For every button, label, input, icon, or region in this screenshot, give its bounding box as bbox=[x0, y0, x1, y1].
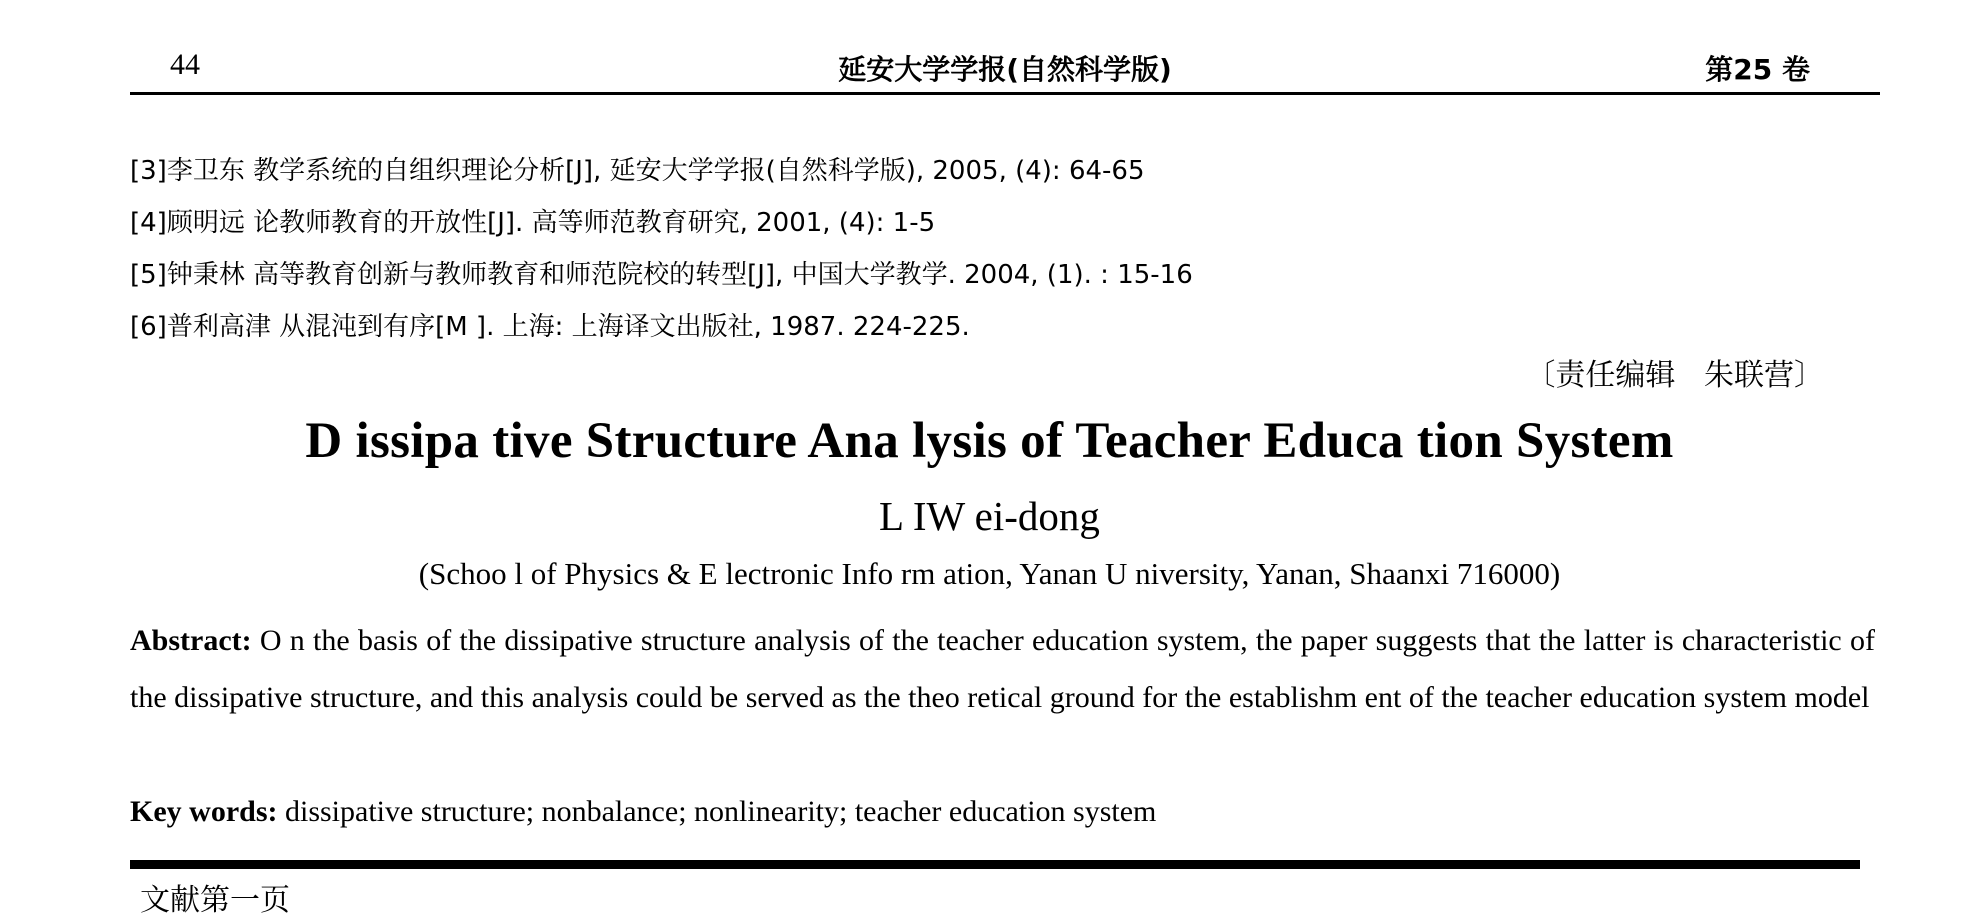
english-keywords bbox=[130, 783, 1875, 840]
cut-off-text-line: 文献第一页 bbox=[140, 883, 290, 918]
english-abstract bbox=[130, 612, 1875, 726]
reference-item: [6]普利高津 从混沌到有序[M ]. 上海: 上海译文出版社, 1987. 224-225. bbox=[130, 312, 970, 342]
volume-label: 第25 卷 bbox=[1705, 53, 1810, 86]
keywords-text: dissipative structure; nonbalance; nonlinearity; teacher education system bbox=[277, 795, 1157, 828]
english-title: D issipa tive Structure Ana lysis of Teacher Educa tion System bbox=[305, 413, 1674, 469]
english-affiliation: (Schoo l of Physics & E lectronic Info rm ation, Yanan U niversity, Yanan, Shaanxi 716000) bbox=[418, 556, 1561, 591]
abstract-label: Abstract: bbox=[130, 624, 252, 657]
reference-item: [3]李卫东 教学系统的自组织理论分析[J], 延安大学学报(自然科学版), 2005, (4): 64-65 bbox=[130, 156, 1145, 186]
reference-item: [4]顾明远 论教师教育的开放性[J]. 高等师范教育研究, 2001, (4): 1-5 bbox=[130, 208, 936, 238]
header-rule bbox=[130, 92, 1880, 95]
page-number: 44 bbox=[170, 48, 200, 81]
reference-item: [5]钟秉林 高等教育创新与教师教育和师范院校的转型[J], 中国大学教学. 2004, (1). : 15-16 bbox=[130, 260, 1193, 290]
reference-list bbox=[130, 145, 1870, 353]
section-divider bbox=[130, 860, 1860, 869]
keywords-label: Key words: bbox=[130, 795, 278, 828]
abstract-text: O n the basis of the dissipative structure analysis of the teacher education system, the paper suggests that the latter is characteristic of the dissipative structure, and this analysis could be served as the theo retical ground for the establishm ent of the teacher education system model bbox=[130, 624, 1875, 714]
journal-title: 延安大学学报(自然科学版) bbox=[838, 53, 1172, 86]
responsible-editor-note: 〔责任编辑 朱联营〕 bbox=[1525, 358, 1824, 393]
cut-off-text bbox=[140, 883, 400, 918]
english-author: L IW ei-dong bbox=[879, 493, 1100, 539]
running-header bbox=[130, 48, 1880, 96]
